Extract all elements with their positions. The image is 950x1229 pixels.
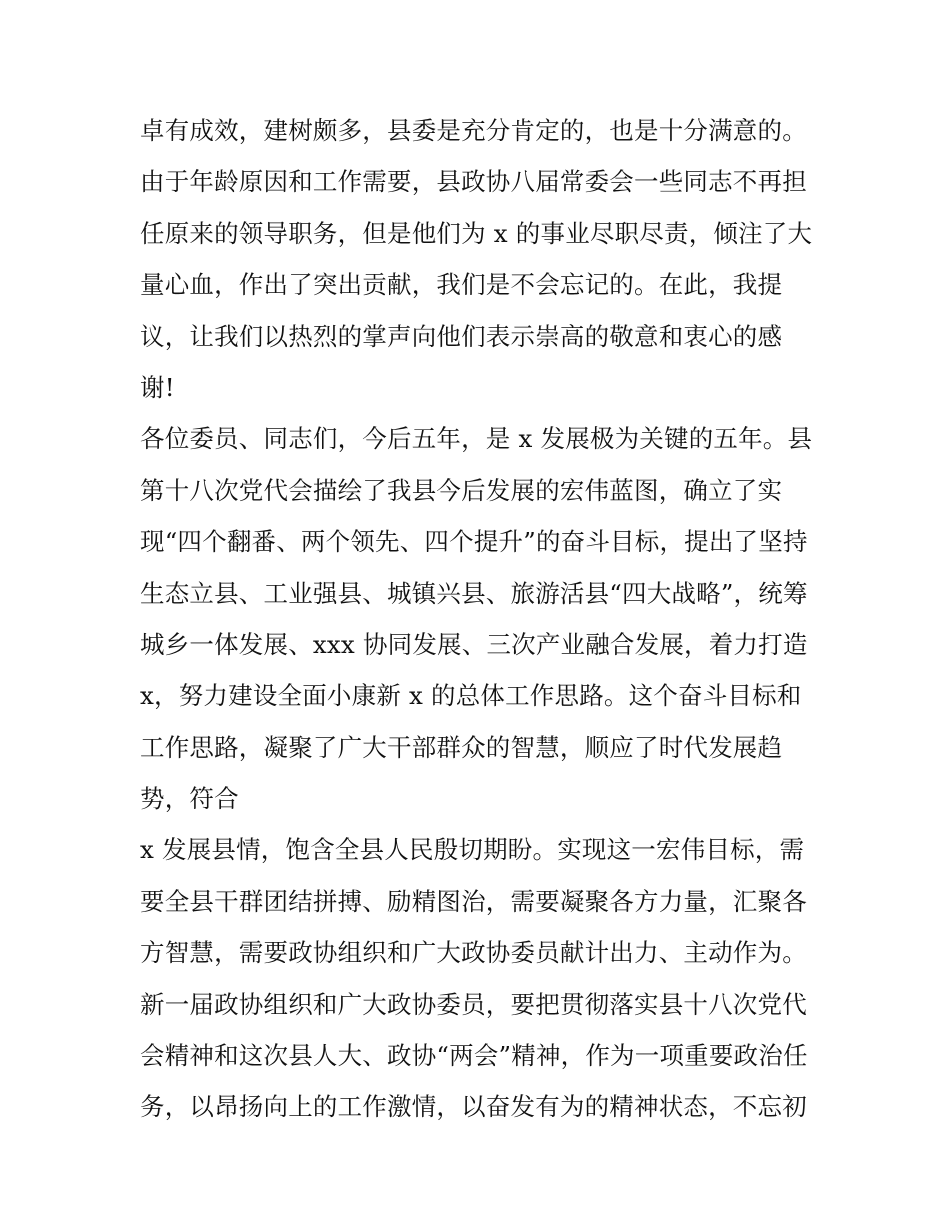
text-line: 第十八次党代会描绘了我县今后发展的宏伟蓝图，确立了实 xyxy=(140,475,783,505)
text-line: 会精神和这次县人大、政协“两会”精神，作为一项重要政治任 xyxy=(140,1041,808,1071)
text-line: 卓有成效，建树颇多，县委是充分肯定的，也是十分满意的。 xyxy=(140,116,807,145)
body-text xyxy=(140,105,830,1133)
text-line: 议，让我们以热烈的掌声向他们表示崇高的敬意和衷心的感 xyxy=(140,321,783,351)
text-line: 由于年龄原因和工作需要，县政协八届常委会一些同志不再担 xyxy=(140,167,807,197)
text-line: 量心血，作出了突出贡献，我们是不会忘记的。在此，我提 xyxy=(140,270,783,300)
text-line: 方智慧，需要政协组织和广大政协委员献计出力、主动作为。 xyxy=(140,938,807,968)
text-line: 势，符合 xyxy=(140,784,239,814)
text-line: 现“四个翻番、两个领先、四个提升”的奋斗目标，提出了坚持 xyxy=(140,527,808,557)
text-line: x 发展县情，饱含全县人民殷切期盼。实现这一宏伟目标，需 xyxy=(140,835,805,865)
text-line: 任原来的领导职务，但是他们为 x 的事业尽职尽责，倾注了大 xyxy=(140,218,813,248)
text-line: 务，以昂扬向上的工作激情，以奋发有为的精神状态，不忘初 xyxy=(140,1092,807,1122)
text-line: 谢! xyxy=(140,372,175,402)
text-line: x，努力建设全面小康新 x 的总体工作思路。这个奋斗目标和 xyxy=(140,681,802,711)
text-line: 新一届政协组织和广大政协委员，要把贯彻落实县十八次党代 xyxy=(140,989,807,1019)
text-line: 城乡一体发展、xxx 协同发展、三次产业融合发展，着力打造 xyxy=(140,629,808,659)
text-line: 要全县干群团结拼搏、励精图治，需要凝聚各方力量，汇聚各 xyxy=(140,886,807,916)
text-line: 生态立县、工业强县、城镇兴县、旅游活县“四大战略”，统筹 xyxy=(140,578,808,608)
text-line: 工作思路，凝聚了广大干部群众的智慧，顺应了时代发展趋 xyxy=(140,732,783,762)
text-line: 各位委员、同志们，今后五年，是 x 发展极为关键的五年。县 xyxy=(140,424,813,454)
